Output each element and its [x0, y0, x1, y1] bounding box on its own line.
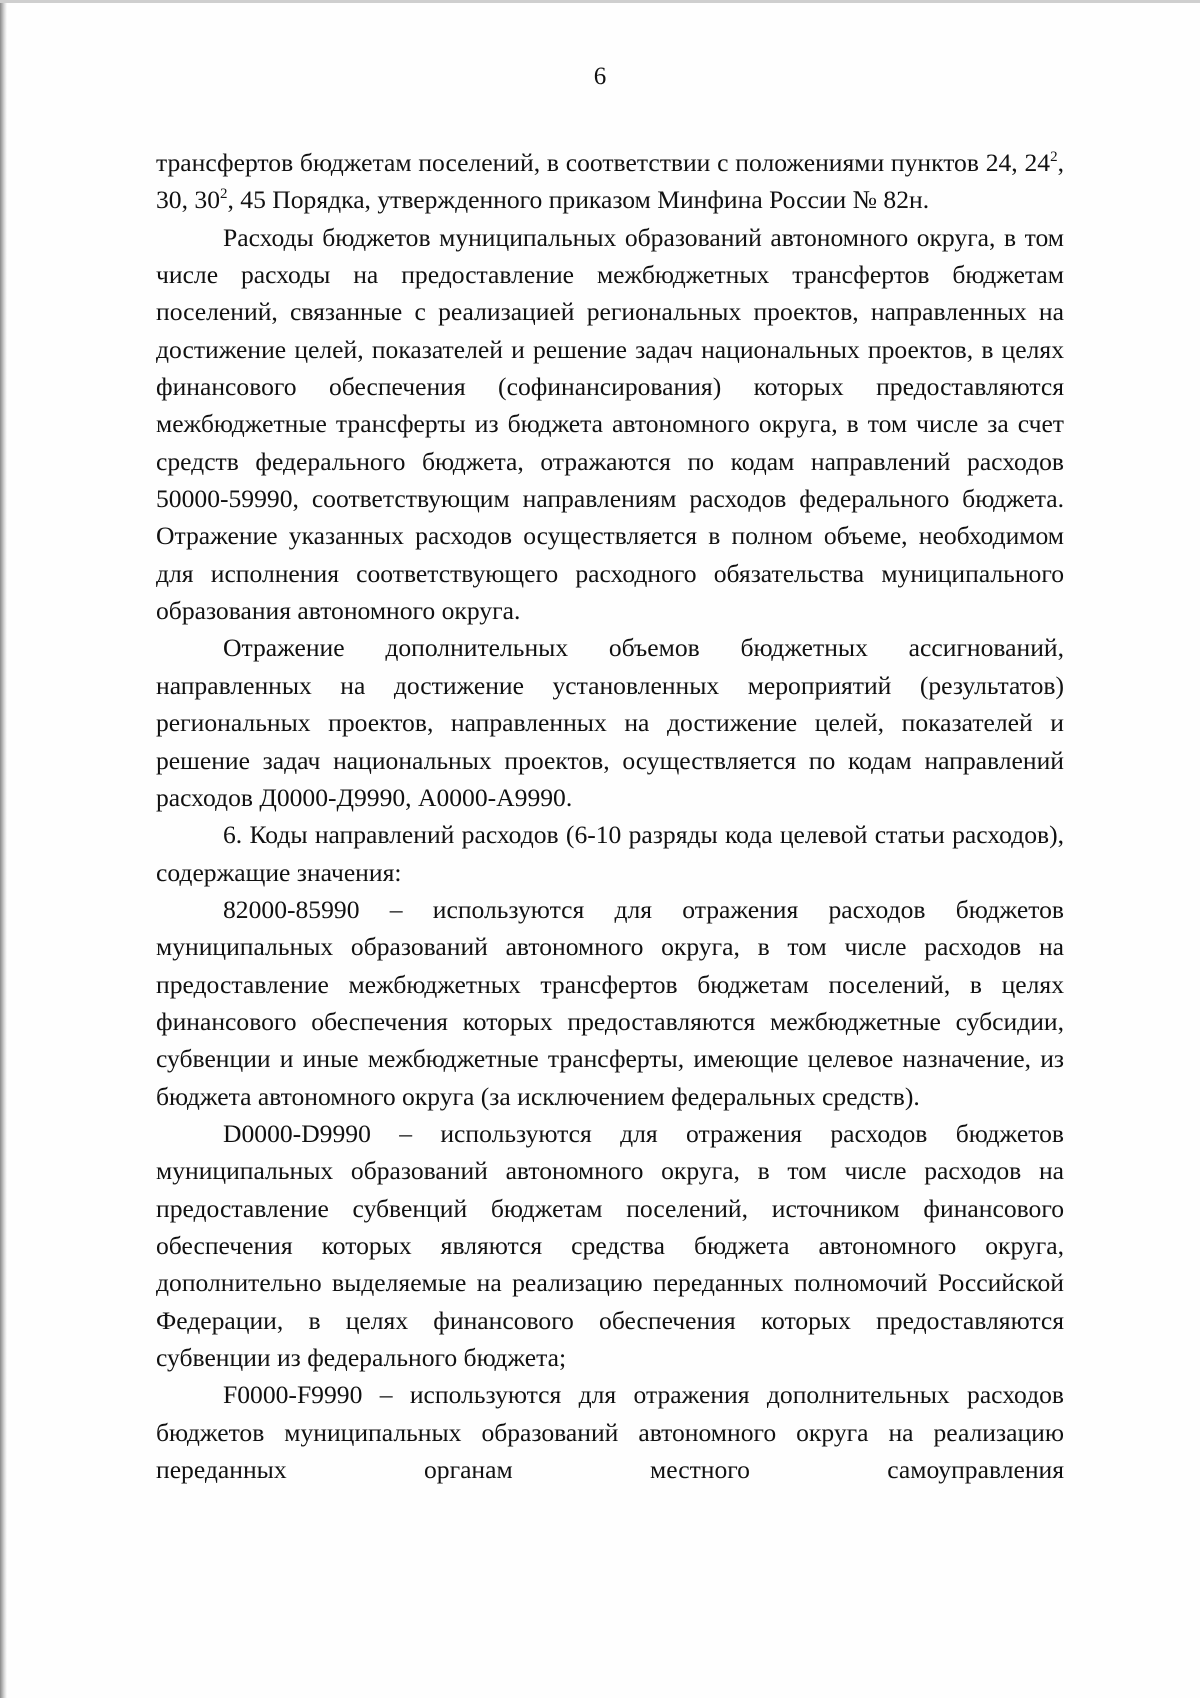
- paragraph-expenses-regional-projects: Расходы бюджетов муниципальных образований автономного округа, в том числе расходы на предоставление межбюджетных трансфертов бюджетам поселений, связанные с реализацией региональных проектов, направленных на достижение целей, показателей и решение задач национальных проектов, в целях финансового обеспечения (софинансирования) которых предоставляются межбюджетные трансферты из бюджета автономного округа, в том числе за счет средств федерального бюджета, отражаются по кодам направлений расходов 50000-59990, соответствующим направлениям расходов федерального бюджета. Отражение указанных расходов осуществляется в полном объеме, необходимом для исполнения соответствующего расходного обязательства муниципального образования автономного округа.: [156, 222, 1064, 626]
- paragraph-section-6: 6. Коды направлений расходов (6-10 разряды кода целевой статьи расходов), содержащие значения:: [156, 820, 1064, 887]
- page-number: 6: [593, 63, 607, 90]
- p1-text-c: , 45 Порядка, утвержденного приказом Минфина России № 82н.: [227, 185, 930, 215]
- p1-text-a: трансфертов бюджетам поселений, в соответствии с положениями пунктов 24, 24: [156, 148, 1051, 177]
- p1-superscript-2: 2: [219, 186, 228, 203]
- scan-top-edge: [0, 0, 1200, 3]
- p1-text-b: , 30, 30: [156, 148, 1064, 215]
- document-body: [156, 144, 1064, 1488]
- paragraph-code-d0000: D0000-D9990 – используются для отражения расходов бюджетов муниципальных образований автономного округа, в том числе расходов на предоставление субвенций бюджетам поселений, источником финансового обеспечения которых являются средства бюджета автономного округа, дополнительно выделяемые на реализацию переданных полномочий Российской Федерации, в целях финансового обеспечения которых предоставляются субвенции из федерального бюджета;: [156, 1118, 1064, 1372]
- paragraph-additional-allocations: Отражение дополнительных объемов бюджетных ассигнований, направленных на достижение установленных мероприятий (результатов) региональных проектов, направленных на достижение целей, показателей и решение задач национальных проектов, осуществляется по кодам направлений расходов Д0000-Д9990, А0000-А9990.: [156, 633, 1064, 812]
- paragraph-code-f0000: F0000-F9990 – используются для отражения дополнительных расходов бюджетов муниципальных образований автономного округа на реализацию переданных органам местного самоуправления: [156, 1380, 1064, 1485]
- paragraph-continuation: [156, 144, 1064, 219]
- paragraph-code-82000: 82000-85990 – используются для отражения расходов бюджетов муниципальных образований автономного округа, в том числе расходов на предоставление межбюджетных трансфертов бюджетам поселений, в целях финансового обеспечения которых предоставляются межбюджетные субсидии, субвенции и иные межбюджетные трансферты, имеющие целевое назначение, из бюджета автономного округа (за исключением федеральных средств).: [156, 894, 1064, 1111]
- p1-superscript-1: 2: [1050, 149, 1058, 165]
- scan-left-edge: [0, 0, 7, 1698]
